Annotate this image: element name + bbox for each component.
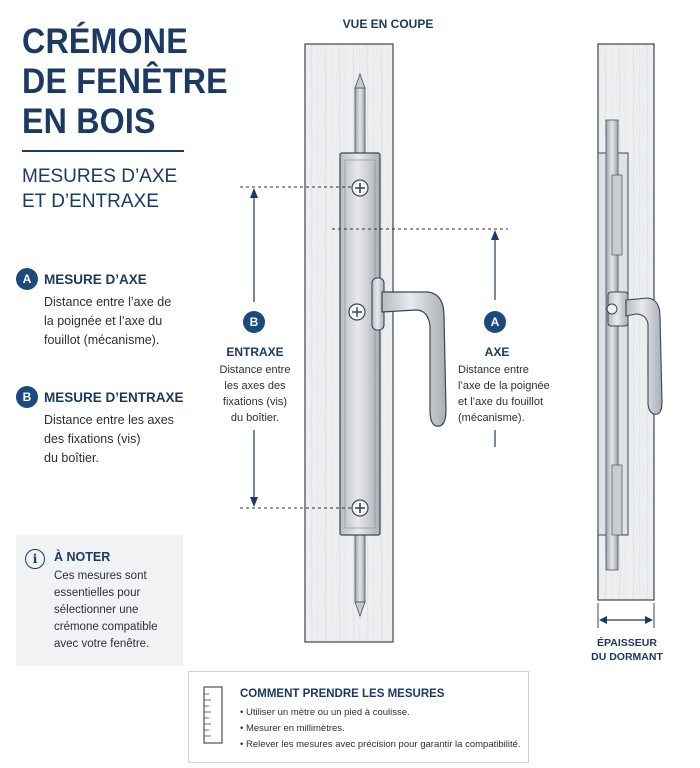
howto-list [240, 705, 521, 753]
section-b-title: MESURE D’ENTRAXE [44, 390, 184, 405]
info-icon: i [25, 549, 45, 569]
ruler-icon [203, 686, 223, 744]
section-a-title: MESURE D’AXE [44, 272, 147, 287]
top-screw [352, 180, 368, 196]
note-title: À NOTER [54, 550, 111, 564]
howto-title: COMMENT PRENDRE LES MESURES [240, 688, 445, 700]
entraxe-label: ENTRAXE [226, 345, 284, 359]
bottom-screw [352, 500, 368, 516]
thickness-label: ÉPAISSEUR DU DORMANT [591, 637, 663, 663]
howto-box [188, 671, 529, 763]
note-text: Ces mesures sont essentielles pour sélectionner une crémone compatible avec votre fenêtre. [54, 570, 158, 650]
list-item: • Mesurer en millimètres. [240, 721, 521, 737]
list-item: • Relever les mesures avec précision pour garantir la compatibilité. [240, 737, 521, 753]
title-line-3: EN BOIS [22, 102, 156, 141]
side-view [598, 44, 662, 628]
section-b-text: Distance entre les axes des fixations (vis) du boîtier. [44, 413, 174, 465]
subtitle-line-1: MESURES D’AXE [22, 166, 178, 187]
axe-badge: A [490, 315, 500, 329]
top-rod [355, 74, 365, 154]
cremone-housing [340, 153, 380, 535]
axe-label: AXE [484, 345, 510, 359]
title-line-2: DE FENÊTRE [22, 62, 228, 101]
title-line-1: CRÉMONE [22, 22, 188, 61]
badge-b: B [16, 386, 38, 408]
badge-a: A [16, 268, 38, 290]
center-screw [349, 304, 365, 320]
subtitle-line-2: ET D’ENTRAXE [22, 191, 159, 212]
section-a-text: Distance entre l’axe de la poignée et l’axe du fouillot (mécanisme). [44, 295, 172, 347]
view-label: VUE EN COUPE [342, 17, 434, 31]
entraxe-text: Distance entre les axes des fixations (vis) du boîtier. [219, 364, 291, 424]
axe-text: Distance entre l’axe de la poignée et l’axe du fouillot (mécanisme). [458, 364, 550, 424]
entraxe-badge: B [249, 315, 259, 329]
bottom-rod [355, 532, 365, 616]
list-item: • Utiliser un mètre ou un pied à coulisse. [240, 705, 521, 721]
